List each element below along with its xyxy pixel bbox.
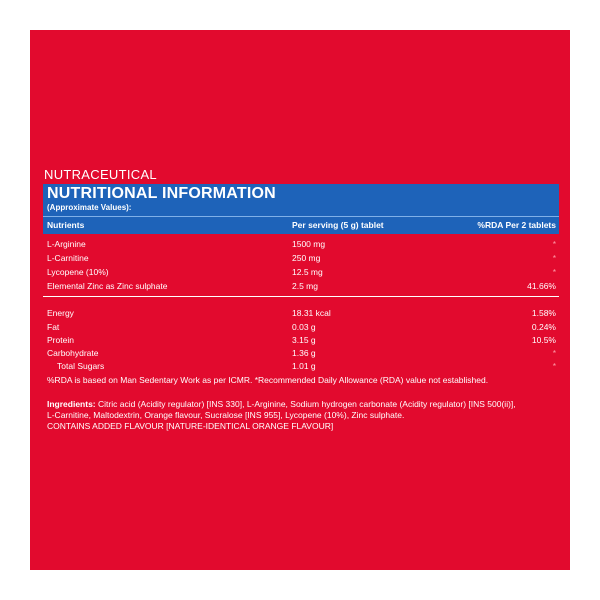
divider — [43, 296, 559, 297]
nutrient-rda: * — [552, 348, 556, 358]
nutrient-name: Total Sugars — [57, 361, 105, 371]
nutrient-name: L-Arginine — [47, 239, 86, 249]
nutrient-name: Fat — [47, 322, 60, 332]
column-header-rda: %RDA Per 2 tablets — [477, 220, 556, 230]
nutrient-rda: 10.5% — [531, 335, 556, 345]
nutrient-rda: * — [552, 361, 556, 371]
nutrient-rda: 0.24% — [531, 322, 556, 332]
brand-text: NUTRACEUTICAL — [44, 167, 157, 182]
nutrient-amount: 1.01 g — [292, 361, 316, 371]
nutrient-rda: * — [552, 267, 556, 277]
nutrient-amount: 18.31 kcal — [292, 308, 331, 318]
table-row — [43, 335, 559, 347]
rda-footnote: %RDA is based on Man Sedentary Work as per ICMR. *Recommended Daily Allowance (RDA) value not established. — [47, 375, 489, 385]
nutrient-name: Energy — [47, 308, 74, 318]
nutrient-name: Lycopene (10%) — [47, 267, 109, 277]
ingredients-text: Citric acid (Acidity regulator) [INS 330], L-Arginine, Sodium hydrogen carbonate (Acidity regulator) [INS 500(ii)], — [95, 399, 516, 409]
nutrient-rda: 1.58% — [531, 308, 556, 318]
ingredients-block — [47, 399, 559, 432]
page-title: NUTRITIONAL INFORMATION — [47, 185, 276, 202]
nutrient-amount: 3.15 g — [292, 335, 316, 345]
page-subtitle: (Approximate Values): — [47, 203, 132, 212]
nutrient-name: Elemental Zinc as Zinc sulphate — [47, 281, 168, 291]
table-row — [43, 239, 559, 251]
nutrient-rda: * — [552, 253, 556, 263]
nutrient-name: Carbohydrate — [47, 348, 99, 358]
ingredients-line: L-Carnitine, Maltodextrin, Orange flavour, Sucralose [INS 955], Lycopene (10%), Zinc sulphate. — [47, 410, 405, 420]
nutrient-amount: 1.36 g — [292, 348, 316, 358]
title-bar — [43, 184, 559, 216]
table-row — [43, 281, 559, 293]
nutrient-amount: 0.03 g — [292, 322, 316, 332]
nutrient-amount: 1500 mg — [292, 239, 326, 249]
table-row — [43, 348, 559, 360]
table-row — [43, 361, 559, 373]
nutrient-amount: 250 mg — [292, 253, 321, 263]
flavour-note: CONTAINS ADDED FLAVOUR [NATURE-IDENTICAL ORANGE FLAVOUR] — [47, 421, 334, 431]
nutrient-rda: * — [552, 239, 556, 249]
column-header-row — [43, 216, 559, 234]
label-panel — [30, 30, 570, 570]
table-row — [43, 322, 559, 334]
ingredients-line — [47, 399, 559, 410]
nutrient-name: L-Carnitine — [47, 253, 89, 263]
column-header-serving: Per serving (5 g) tablet — [292, 220, 384, 230]
nutrient-name: Protein — [47, 335, 74, 345]
nutrient-amount: 12.5 mg — [292, 267, 323, 277]
table-row — [43, 253, 559, 265]
table-row — [43, 267, 559, 279]
nutrient-rda: 41.66% — [527, 281, 556, 291]
ingredients-label: Ingredients: — [47, 399, 96, 409]
nutrient-amount: 2.5 mg — [292, 281, 318, 291]
table-row — [43, 308, 559, 320]
column-header-nutrients: Nutrients — [47, 220, 85, 230]
